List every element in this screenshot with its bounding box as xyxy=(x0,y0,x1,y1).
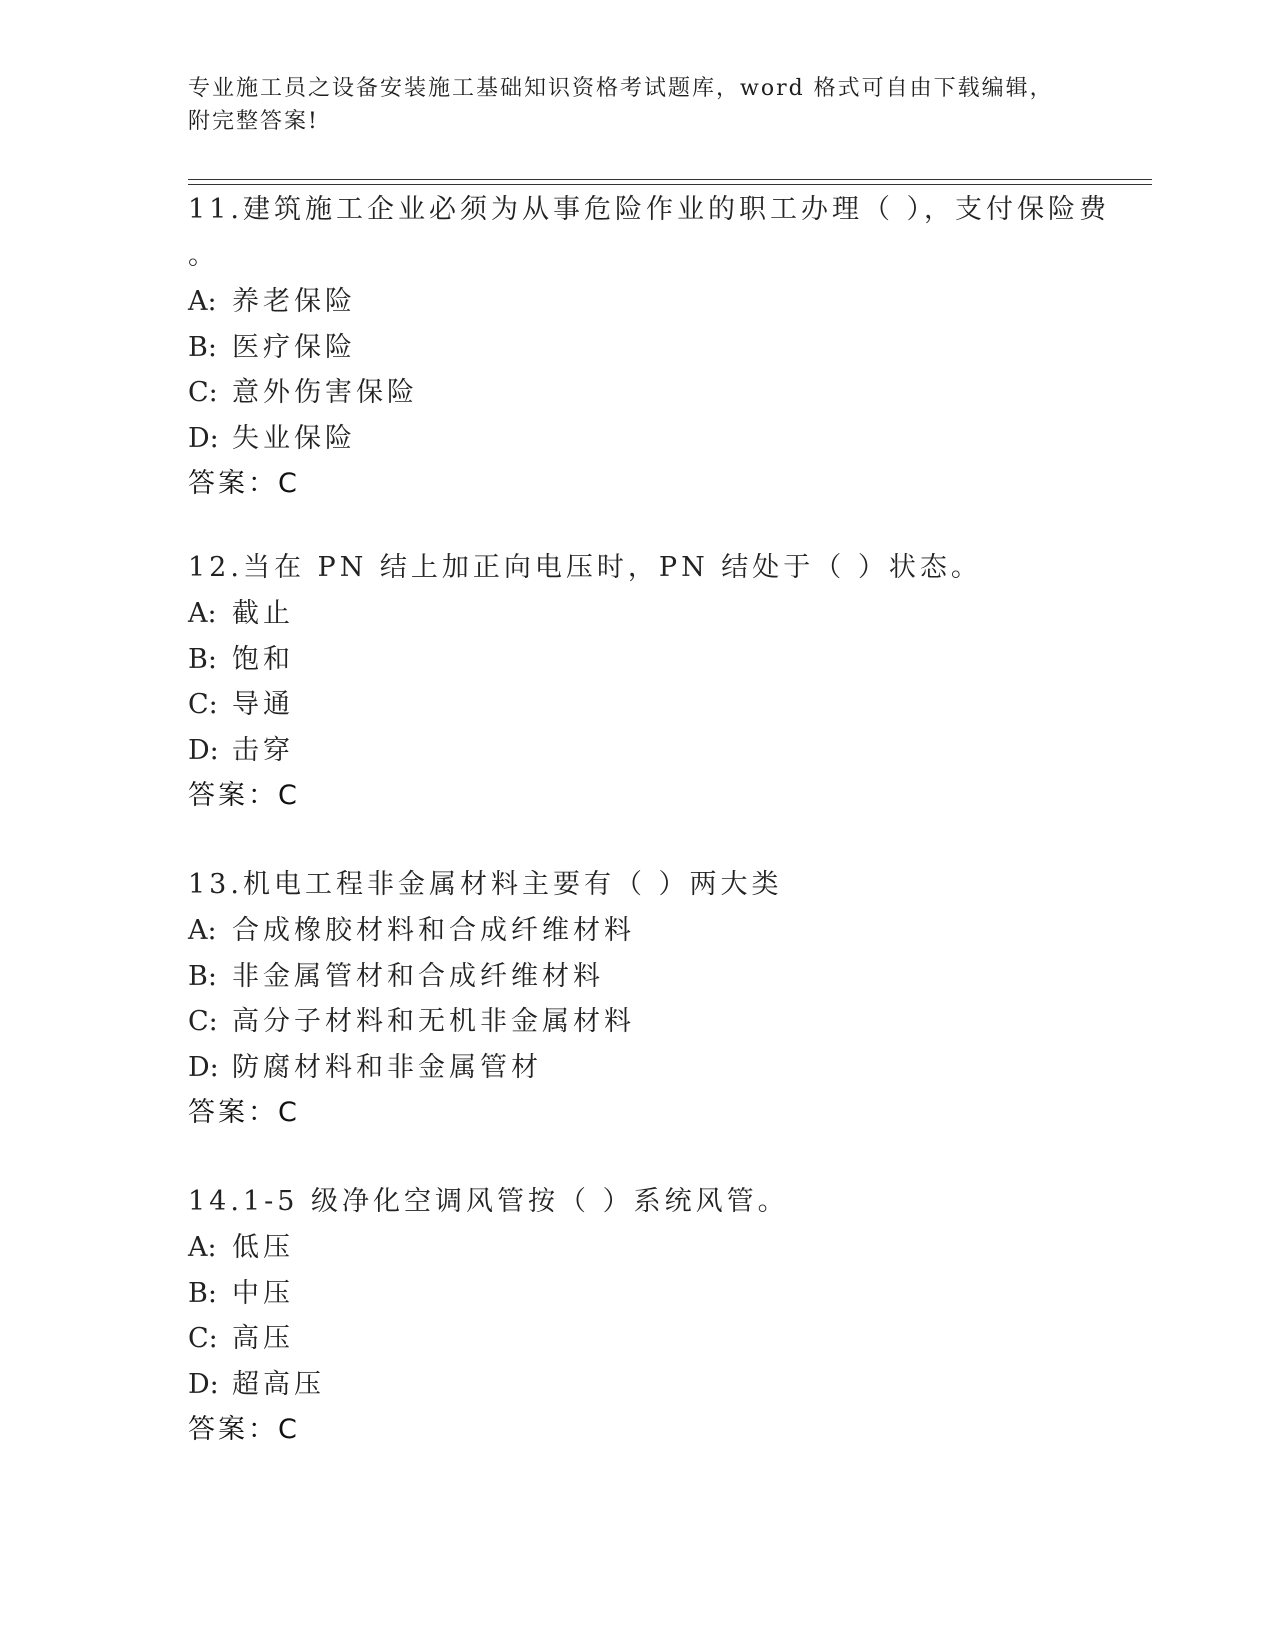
option-letter: B: xyxy=(188,1277,217,1309)
option-text: 中压 xyxy=(232,1277,294,1309)
option-text: 失业保险 xyxy=(232,422,356,454)
option-letter: C: xyxy=(188,689,218,720)
option-text: 击穿 xyxy=(232,734,294,766)
option-text: 饱和 xyxy=(232,643,294,675)
option-text: 合成橡胶材料和合成纤维材料 xyxy=(232,915,635,946)
option-text: 高压 xyxy=(232,1323,294,1354)
option-letter: C: xyxy=(188,1323,218,1354)
option-b xyxy=(188,954,1148,1000)
option-letter: D: xyxy=(188,734,219,766)
option-letter: A: xyxy=(188,598,217,629)
option-c xyxy=(188,1316,1148,1362)
question-14 xyxy=(188,1179,1148,1453)
option-letter: C: xyxy=(188,377,218,408)
header-divider-bottom xyxy=(188,184,1152,185)
answer: 答案：C xyxy=(188,1097,300,1128)
answer: 答案：C xyxy=(188,468,300,499)
option-letter: B: xyxy=(188,643,217,675)
answer: 答案：C xyxy=(188,1414,300,1445)
question-11 xyxy=(188,187,1148,507)
option-letter: D: xyxy=(188,1051,219,1083)
option-c xyxy=(188,682,1148,728)
option-letter: B: xyxy=(188,331,217,363)
option-text: 非金属管材和合成纤维材料 xyxy=(232,960,604,992)
question-12 xyxy=(188,545,1148,819)
option-letter: D: xyxy=(188,422,219,454)
question-text: 13.机电工程非金属材料主要有（ ）两大类 xyxy=(188,869,783,900)
option-letter: A: xyxy=(188,915,217,946)
option-a xyxy=(188,279,1148,325)
option-c xyxy=(188,370,1148,416)
option-a xyxy=(188,908,1148,954)
header-line-1: 专业施工员之设备安装施工基础知识资格考试题库，word 格式可自由下载编辑， xyxy=(188,76,1054,101)
option-c xyxy=(188,999,1148,1045)
question-text: 11.建筑施工企业必须为从事危险作业的职工办理（ ），支付保险费 xyxy=(188,194,1111,225)
option-d xyxy=(188,728,1148,774)
option-a xyxy=(188,591,1148,637)
option-letter: D: xyxy=(188,1368,219,1400)
option-d xyxy=(188,1362,1148,1408)
option-text: 防腐材料和非金属管材 xyxy=(232,1051,542,1083)
question-13 xyxy=(188,862,1148,1136)
option-b xyxy=(188,325,1148,371)
option-letter: B: xyxy=(188,960,217,992)
option-text: 养老保险 xyxy=(232,286,356,317)
option-text: 截止 xyxy=(232,598,294,629)
option-text: 医疗保险 xyxy=(232,331,356,363)
header-line-2: 附完整答案! xyxy=(188,109,319,134)
option-text: 高分子材料和无机非金属材料 xyxy=(232,1006,635,1037)
answer: 答案：C xyxy=(188,780,300,811)
header-divider-top xyxy=(188,179,1152,180)
option-text: 低压 xyxy=(232,1232,294,1263)
document-header xyxy=(188,72,1088,138)
option-d xyxy=(188,1045,1148,1091)
question-text-continuation: 。 xyxy=(188,240,219,271)
option-b xyxy=(188,1271,1148,1317)
option-text: 超高压 xyxy=(232,1368,325,1400)
option-d xyxy=(188,416,1148,462)
question-text: 12.当在 PN 结上加正向电压时，PN 结处于（ ）状态。 xyxy=(188,552,982,583)
question-text: 14.1-5 级净化空调风管按（ ）系统风管。 xyxy=(188,1186,789,1217)
option-text: 意外伤害保险 xyxy=(232,377,418,408)
option-letter: C: xyxy=(188,1006,218,1037)
option-a xyxy=(188,1225,1148,1271)
option-b xyxy=(188,637,1148,683)
option-letter: A: xyxy=(188,1232,217,1263)
option-letter: A: xyxy=(188,286,217,317)
option-text: 导通 xyxy=(232,689,294,720)
